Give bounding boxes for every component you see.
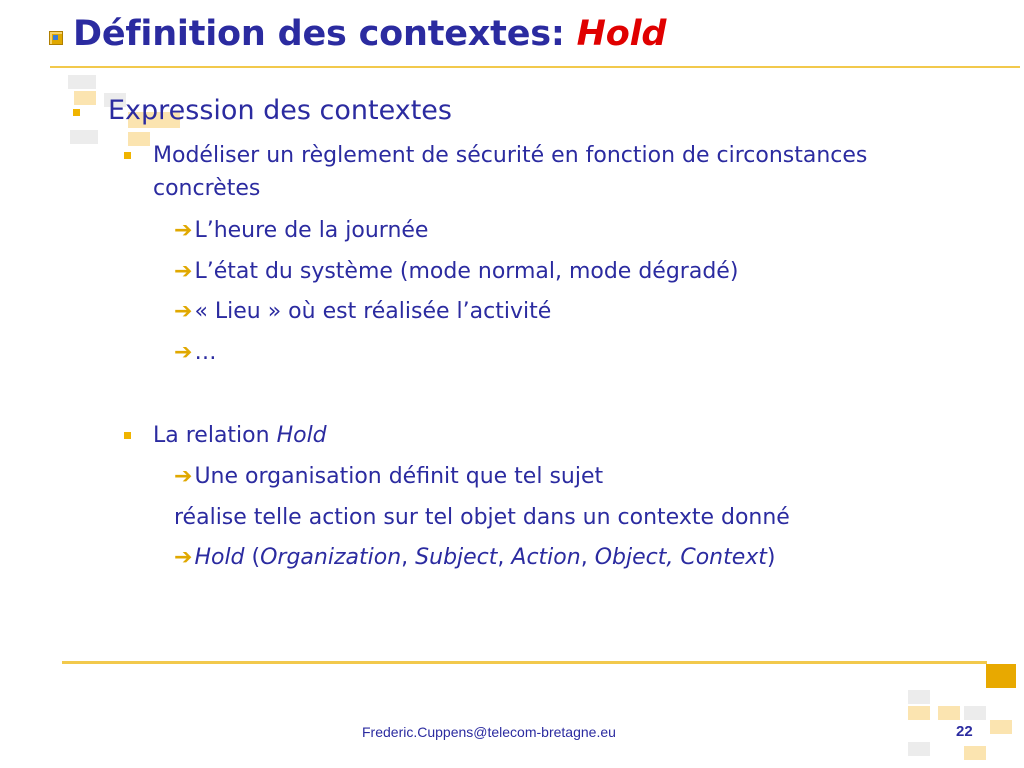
list-item <box>174 340 216 365</box>
formula-close: ) <box>766 545 776 570</box>
bullet-text-line1: Modéliser un règlement de sécurité en fonction de circonstances <box>153 143 868 168</box>
page-number: 22 <box>956 723 973 740</box>
decor-square <box>938 706 960 720</box>
decor-square <box>908 690 930 704</box>
title-rule <box>50 66 1020 68</box>
decor-square <box>986 664 1016 688</box>
decor-square <box>908 742 930 756</box>
footer-rule <box>62 661 987 664</box>
decor-square <box>68 75 96 89</box>
decor-square <box>964 706 986 720</box>
bullet-text <box>153 423 327 448</box>
decor-square <box>908 706 930 720</box>
list-item <box>174 464 603 489</box>
decor-square <box>990 720 1012 734</box>
hold-formula <box>174 545 776 570</box>
title-emphasis: Hold <box>576 14 667 54</box>
right-arrow-icon: ➔ <box>174 259 193 284</box>
formula-name: Hold <box>194 545 245 570</box>
list-item-text: L’état du système (mode normal, mode dégradé) <box>194 259 739 284</box>
formula-param: Organization <box>260 545 402 570</box>
bullet-icon <box>73 109 80 116</box>
list-item-continuation: réalise telle action sur tel objet dans un contexte donné <box>174 505 790 530</box>
formula-param: Subject <box>415 545 498 570</box>
formula-sep: , <box>580 545 595 570</box>
list-item-text: Une organisation définit que tel sujet <box>194 464 604 489</box>
list-item <box>174 218 428 243</box>
right-arrow-icon: ➔ <box>174 464 193 489</box>
section-heading: Expression des contextes <box>108 95 452 126</box>
right-arrow-icon: ➔ <box>174 218 193 243</box>
decor-square <box>964 746 986 760</box>
list-item <box>174 259 738 284</box>
list-item-text: L’heure de la journée <box>194 218 429 243</box>
relation-name: Hold <box>276 423 327 448</box>
decor-square <box>74 91 96 105</box>
right-arrow-icon: ➔ <box>174 299 193 324</box>
footer-email: Frederic.Cuppens@telecom-bretagne.eu <box>362 724 616 740</box>
bullet-icon <box>124 432 131 439</box>
formula-param: Object, Context <box>594 545 767 570</box>
formula-open: ( <box>244 545 261 570</box>
relation-label: La relation <box>153 423 277 448</box>
square-bullet-icon <box>49 31 63 45</box>
decor-square <box>128 132 150 146</box>
formula-sep: , <box>401 545 416 570</box>
decor-square <box>70 130 98 144</box>
right-arrow-icon: ➔ <box>174 340 193 365</box>
list-item-text: … <box>194 340 217 365</box>
bullet-icon <box>124 152 131 159</box>
slide-title <box>73 14 666 54</box>
list-item-text: « Lieu » où est réalisée l’activité <box>194 299 552 324</box>
formula-param: Action <box>511 545 581 570</box>
bullet-text-line2: concrètes <box>153 176 261 201</box>
title-main: Définition des contextes: <box>73 14 577 54</box>
list-item <box>174 299 551 324</box>
formula-sep: , <box>497 545 512 570</box>
right-arrow-icon: ➔ <box>174 545 193 570</box>
